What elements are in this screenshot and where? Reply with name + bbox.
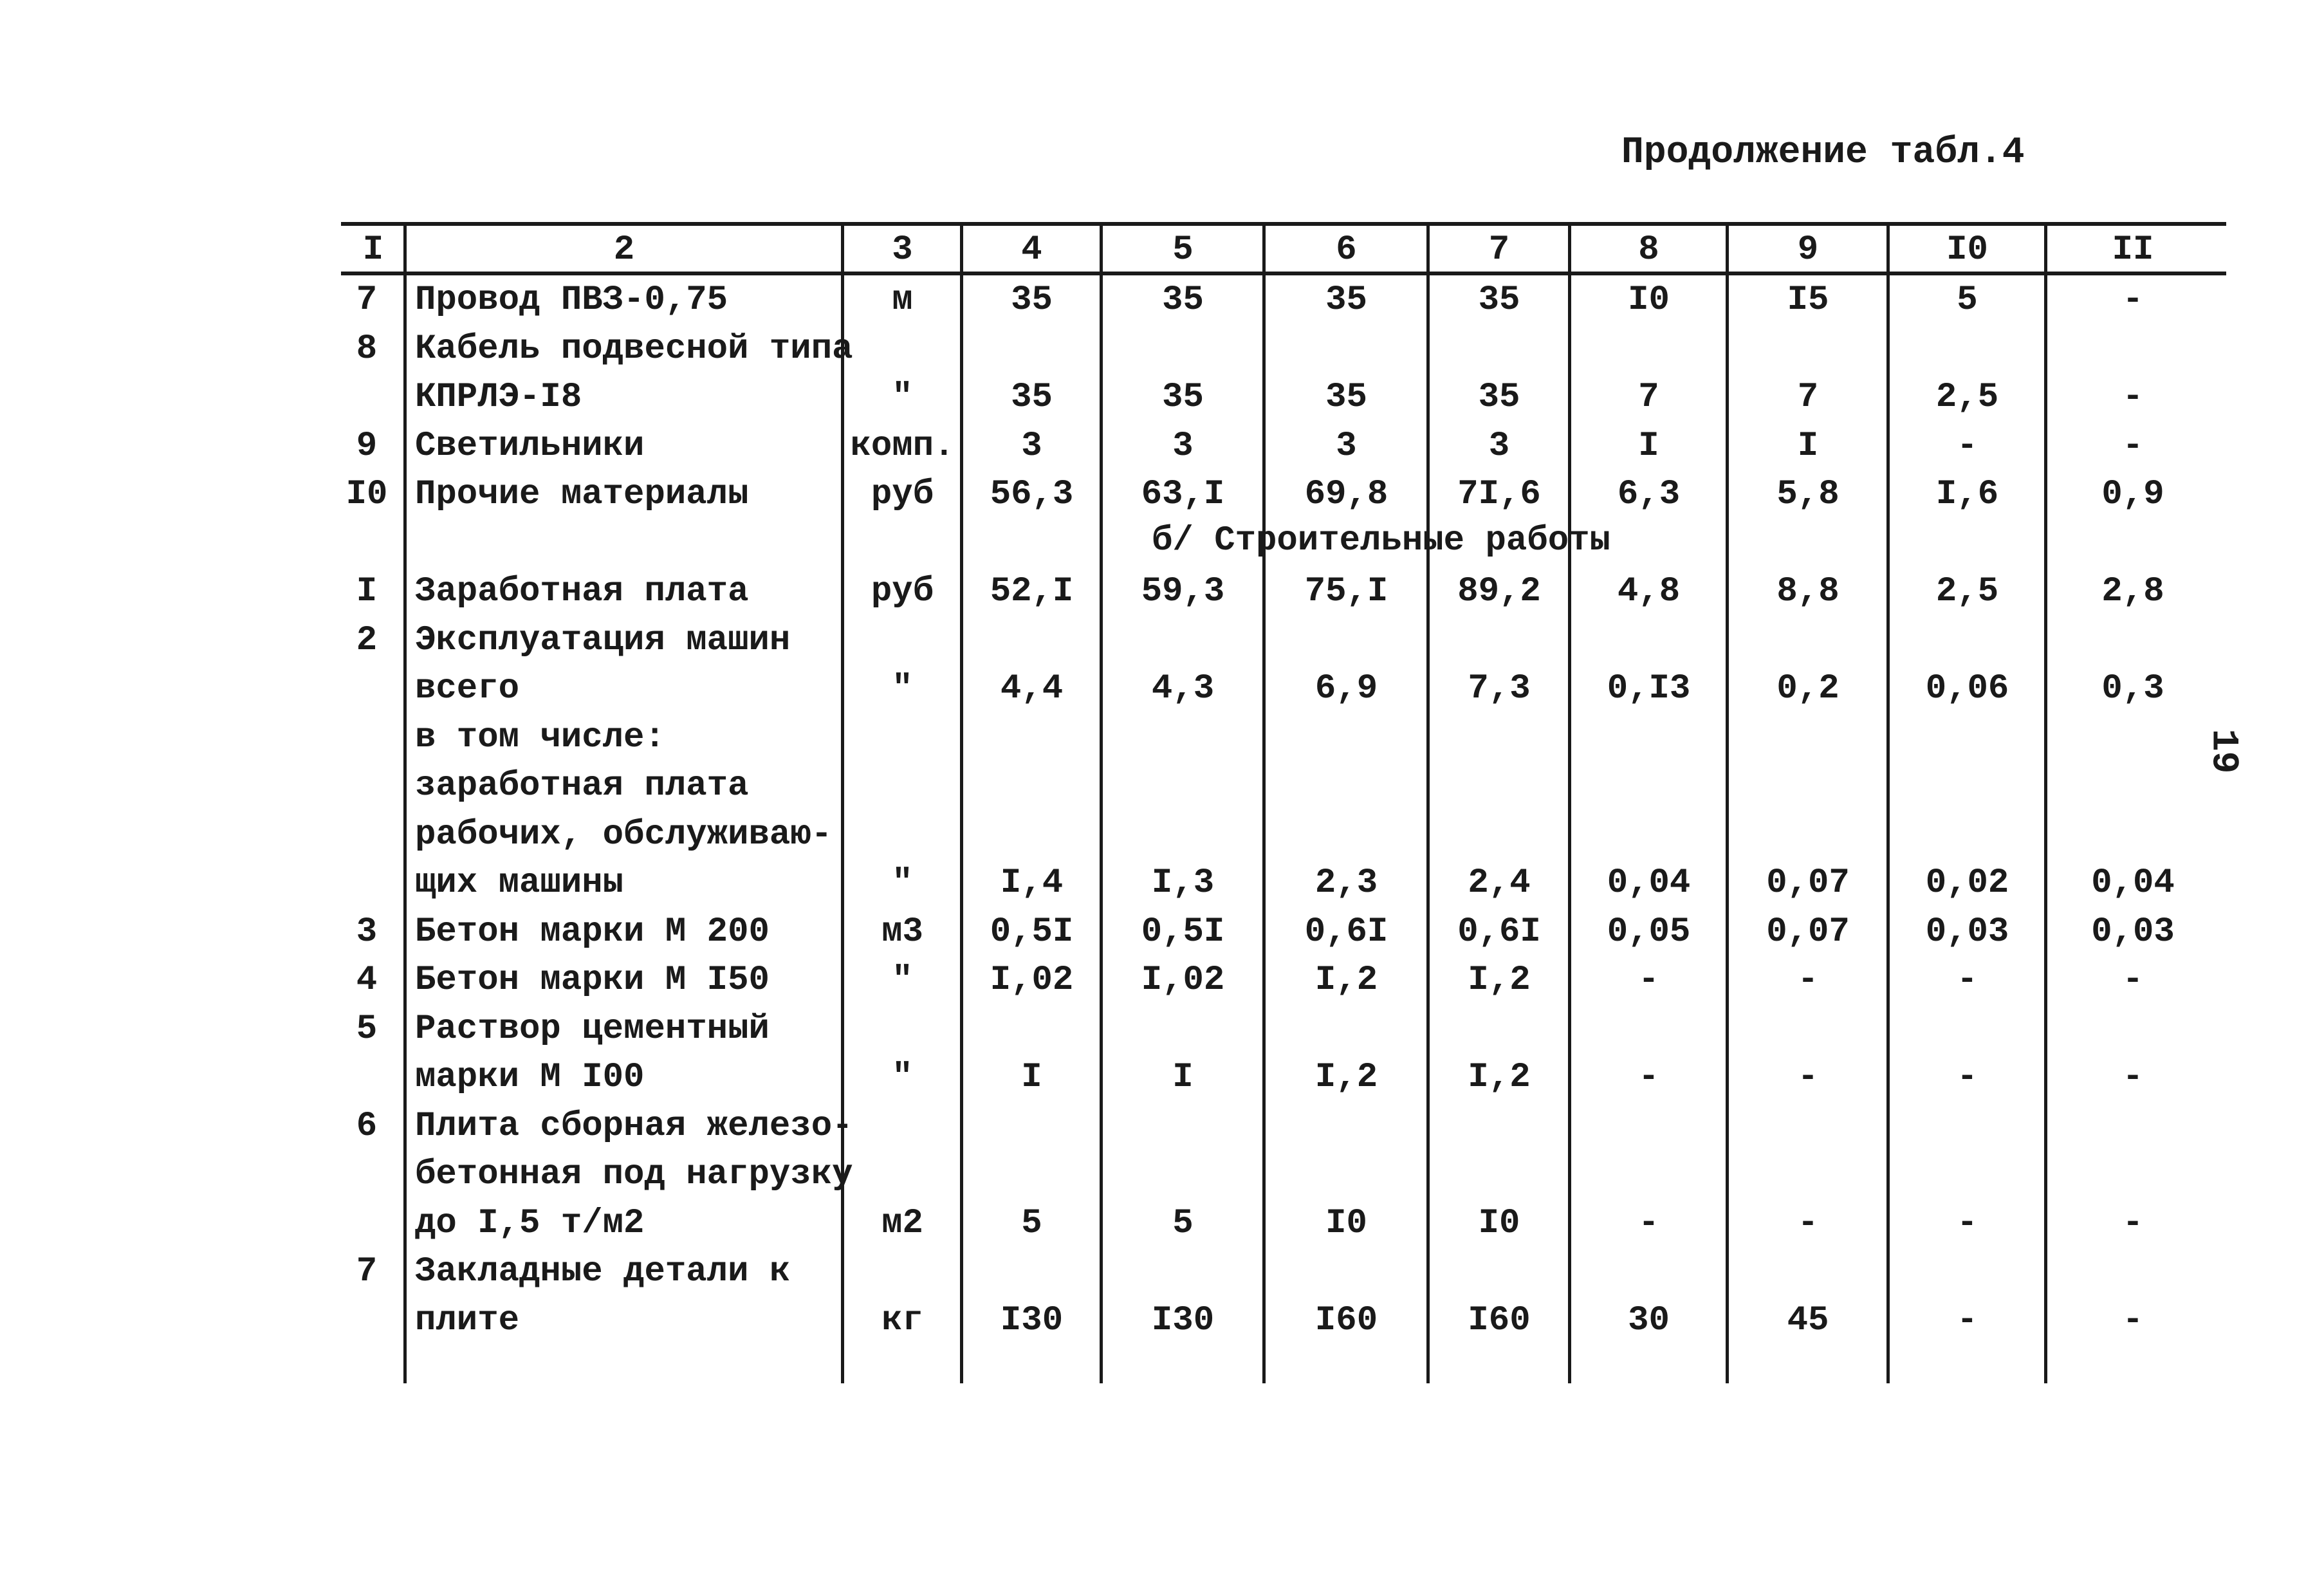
row-unit: руб <box>871 475 934 514</box>
header-cell: 3 <box>892 230 913 270</box>
row-name: КПРЛЭ-I8 <box>415 378 582 417</box>
row-value: 4,4 <box>1000 669 1064 708</box>
row-number: I0 <box>346 475 388 514</box>
row-name: Закладные детали к <box>415 1252 791 1291</box>
row-number: 9 <box>356 426 378 466</box>
row-value: 75,I <box>1304 572 1388 611</box>
row-unit: " <box>892 961 913 1000</box>
row-value: 7 <box>1638 378 1659 417</box>
row-value: I60 <box>1314 1300 1378 1340</box>
row-value: 0,03 <box>2091 912 2175 952</box>
row-unit: м3 <box>881 912 923 952</box>
row-value: 89,2 <box>1457 572 1541 611</box>
page-number: 19 <box>2202 728 2244 774</box>
header-cell: 2 <box>613 230 635 270</box>
row-value: 3 <box>1488 426 1510 466</box>
row-value: 56,3 <box>990 475 1074 514</box>
row-name: заработная плата <box>415 766 749 806</box>
row-value: 35 <box>1011 378 1053 417</box>
row-value: 35 <box>1478 378 1520 417</box>
row-value: 0,3 <box>2101 669 2164 708</box>
row-value: 2,8 <box>2101 572 2164 611</box>
header-cell: 5 <box>1172 230 1194 270</box>
row-value: 5 <box>1021 1203 1042 1243</box>
row-value: 0,5I <box>990 912 1074 952</box>
row-value: - <box>1638 1203 1659 1243</box>
row-value: 6,9 <box>1314 669 1378 708</box>
row-value: - <box>2122 1203 2144 1243</box>
row-value: 63,I <box>1141 475 1225 514</box>
row-name: щих машины <box>415 863 624 903</box>
table-top-rule <box>341 222 2226 226</box>
row-value: 7,3 <box>1468 669 1531 708</box>
row-unit: кг <box>881 1300 923 1340</box>
row-name: рабочих, обслуживаю- <box>415 815 833 854</box>
row-value: I0 <box>1325 1203 1367 1243</box>
row-number: 2 <box>356 620 378 660</box>
row-value: 0,06 <box>1925 669 2009 708</box>
row-value: - <box>1797 1203 1819 1243</box>
row-value: I,4 <box>1000 863 1064 903</box>
row-value: 4,3 <box>1151 669 1215 708</box>
row-name: Раствор цементный <box>415 1009 770 1049</box>
row-value: 52,I <box>990 572 1074 611</box>
row-number: 7 <box>356 1252 378 1291</box>
row-number: 7 <box>356 281 378 320</box>
row-name: Провод ПВЗ-0,75 <box>415 281 728 320</box>
row-value: 5,8 <box>1776 475 1840 514</box>
row-value: I30 <box>1151 1300 1215 1340</box>
row-number: 5 <box>356 1009 378 1049</box>
row-name: плите <box>415 1300 520 1340</box>
row-value: I,02 <box>1141 961 1225 1000</box>
row-value: 35 <box>1325 281 1367 320</box>
row-value: I <box>1172 1058 1194 1097</box>
row-value: - <box>1957 1203 1978 1243</box>
row-name: Плита сборная железо- <box>415 1106 853 1146</box>
row-value: 0,5I <box>1141 912 1225 952</box>
row-value: I30 <box>1000 1300 1064 1340</box>
row-name: Прочие материалы <box>415 475 749 514</box>
row-value: I,2 <box>1314 1058 1378 1097</box>
row-value: - <box>1638 961 1659 1000</box>
row-value: - <box>2122 961 2144 1000</box>
row-value: 0,07 <box>1766 912 1850 952</box>
header-cell: 8 <box>1638 230 1659 270</box>
row-value: I5 <box>1787 281 1829 320</box>
row-value: 0,04 <box>2091 863 2175 903</box>
header-cell: 4 <box>1021 230 1042 270</box>
row-unit: " <box>892 669 913 708</box>
row-unit: " <box>892 378 913 417</box>
row-name: всего <box>415 669 520 708</box>
row-value: 35 <box>1011 281 1053 320</box>
row-value: 45 <box>1787 1300 1829 1340</box>
row-name: бетонная под нагрузку <box>415 1155 853 1194</box>
row-value: 0,04 <box>1607 863 1691 903</box>
row-value: 4,8 <box>1617 572 1681 611</box>
row-number: 4 <box>356 961 378 1000</box>
row-value: 69,8 <box>1304 475 1388 514</box>
row-number: 3 <box>356 912 378 952</box>
row-unit: " <box>892 1058 913 1097</box>
row-name: Светильники <box>415 426 645 466</box>
row-value: 8,8 <box>1776 572 1840 611</box>
row-value: - <box>1957 1058 1978 1097</box>
row-value: - <box>1638 1058 1659 1097</box>
row-unit: м2 <box>881 1203 923 1243</box>
header-cell: I0 <box>1946 230 1988 270</box>
row-value: 0,07 <box>1766 863 1850 903</box>
row-value: - <box>1797 1058 1819 1097</box>
row-value: I <box>1797 426 1819 466</box>
row-name: до I,5 т/м2 <box>415 1203 645 1243</box>
row-value: - <box>2122 1300 2144 1340</box>
column-divider <box>403 222 407 1383</box>
row-value: 0,9 <box>2101 475 2164 514</box>
row-value: 35 <box>1162 281 1204 320</box>
row-value: I,3 <box>1151 863 1215 903</box>
table-header-rule <box>341 272 2226 275</box>
row-value: 0,05 <box>1607 912 1691 952</box>
row-number: 6 <box>356 1106 378 1146</box>
row-value: 0,6I <box>1304 912 1388 952</box>
row-value: 2,5 <box>1935 378 1999 417</box>
row-value: 0,02 <box>1925 863 2009 903</box>
row-value: I0 <box>1478 1203 1520 1243</box>
section-heading: б/ Строительные работы <box>1152 521 1610 560</box>
row-value: - <box>1957 961 1978 1000</box>
row-number: I <box>356 572 378 611</box>
row-value: 35 <box>1478 281 1520 320</box>
row-value: I,6 <box>1935 475 1999 514</box>
row-value: 5 <box>1957 281 1978 320</box>
row-value: 3 <box>1336 426 1357 466</box>
row-value: I <box>1021 1058 1042 1097</box>
row-value: 0,6I <box>1457 912 1541 952</box>
row-number: 8 <box>356 329 378 369</box>
row-value: 2,4 <box>1468 863 1531 903</box>
row-name: Бетон марки М 200 <box>415 912 770 952</box>
row-value: I,02 <box>990 961 1074 1000</box>
row-value: I <box>1638 426 1659 466</box>
header-cell: I <box>362 230 384 270</box>
row-unit: руб <box>871 572 934 611</box>
row-value: 6,3 <box>1617 475 1681 514</box>
row-value: - <box>2122 378 2144 417</box>
row-value: 30 <box>1628 1300 1670 1340</box>
row-value: - <box>1797 961 1819 1000</box>
row-value: I0 <box>1628 281 1670 320</box>
row-unit: комп. <box>850 426 955 466</box>
row-value: 5 <box>1172 1203 1194 1243</box>
row-value: - <box>2122 426 2144 466</box>
row-name: Кабель подвесной типа <box>415 329 853 369</box>
row-value: I60 <box>1468 1300 1531 1340</box>
table-caption: Продолжение табл.4 <box>1621 132 2025 174</box>
header-cell: 7 <box>1488 230 1510 270</box>
row-value: I,2 <box>1314 961 1378 1000</box>
row-value: 59,3 <box>1141 572 1225 611</box>
row-name: Заработная плата <box>415 572 749 611</box>
header-cell: 6 <box>1336 230 1357 270</box>
row-value: 3 <box>1172 426 1194 466</box>
row-value: 2,3 <box>1314 863 1378 903</box>
row-name: в том числе: <box>415 717 665 757</box>
header-cell: 9 <box>1797 230 1819 270</box>
row-value: 0,I3 <box>1607 669 1691 708</box>
row-value: I,2 <box>1468 1058 1531 1097</box>
row-value: 35 <box>1325 378 1367 417</box>
header-cell: II <box>2112 230 2154 270</box>
row-value: - <box>2122 1058 2144 1097</box>
row-value: 7 <box>1797 378 1819 417</box>
row-value: 3 <box>1021 426 1042 466</box>
row-value: - <box>1957 426 1978 466</box>
row-value: 7I,6 <box>1457 475 1541 514</box>
row-value: 2,5 <box>1935 572 1999 611</box>
row-value: 35 <box>1162 378 1204 417</box>
row-value: - <box>2122 281 2144 320</box>
row-unit: м <box>892 281 913 320</box>
row-name: Бетон марки М I50 <box>415 961 770 1000</box>
row-value: 0,2 <box>1776 669 1840 708</box>
row-value: I,2 <box>1468 961 1531 1000</box>
row-value: 0,03 <box>1925 912 2009 952</box>
row-name: Эксплуатация машин <box>415 620 791 660</box>
row-value: - <box>1957 1300 1978 1340</box>
row-unit: " <box>892 863 913 903</box>
row-name: марки М I00 <box>415 1058 645 1097</box>
